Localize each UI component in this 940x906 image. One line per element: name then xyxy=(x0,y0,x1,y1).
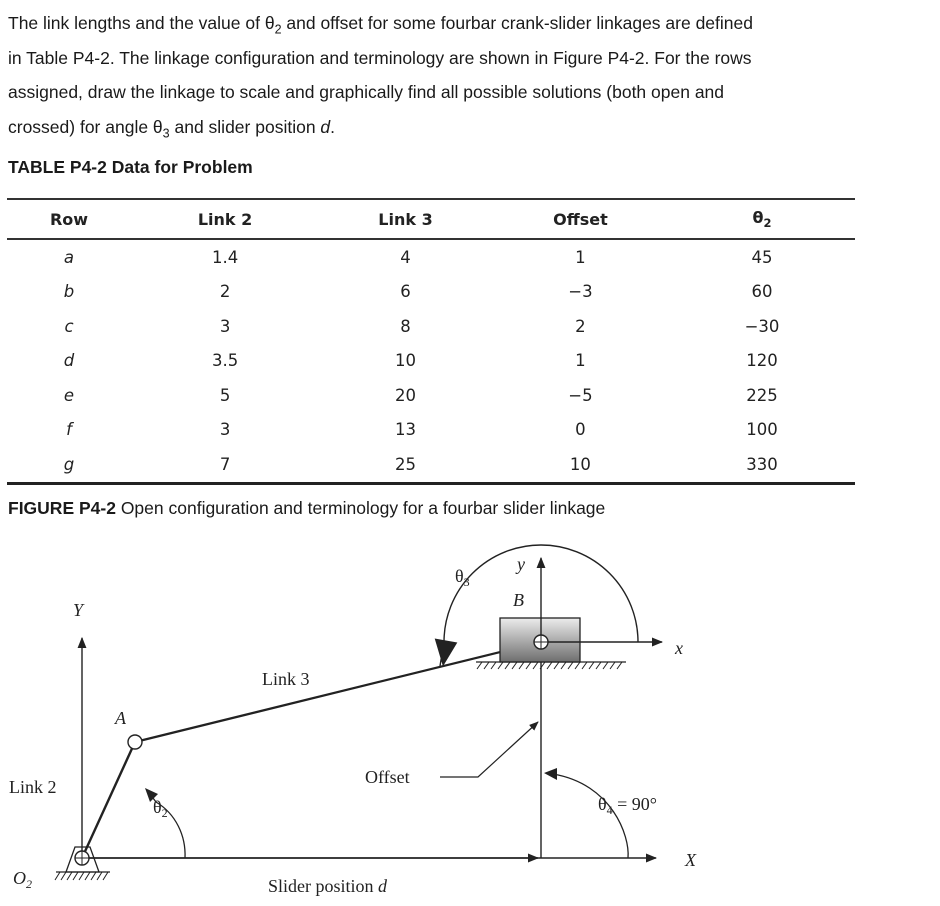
cell-link2: 3 xyxy=(219,420,231,440)
cell-offset: 1 xyxy=(575,351,586,371)
cell-link3: 4 xyxy=(400,247,411,267)
label-link3: Link 3 xyxy=(262,669,310,689)
label-x-global: X xyxy=(685,850,696,870)
figure-caption: FIGURE P4-2 Open configuration and terminology for a fourbar slider linkage xyxy=(8,498,606,518)
header-offset: Offset xyxy=(492,199,669,239)
label-theta3: $\theta_3$ xyxy=(455,566,470,589)
slider-ground xyxy=(476,662,626,669)
cell-theta2: 60 xyxy=(751,282,773,302)
cell-link3: 10 xyxy=(395,351,417,371)
cell-row: a xyxy=(63,247,75,267)
cell-link2: 7 xyxy=(131,447,319,483)
label-link2: Link 2 xyxy=(9,777,57,797)
cell-link2: 3.5 xyxy=(211,351,239,371)
label-y-global: Y xyxy=(73,600,84,620)
cell-link3: 20 xyxy=(395,385,417,405)
label-y-local: y xyxy=(517,554,525,574)
cell-row: g xyxy=(7,447,131,483)
label-theta4: $\theta_4 = 90^\circ$ xyxy=(598,794,657,817)
header-link2: Link 2 xyxy=(131,199,319,239)
table-header-row xyxy=(7,199,855,239)
cell-theta2: 100 xyxy=(746,420,778,440)
cell-link2: 2 xyxy=(219,282,231,302)
cell-theta2: 225 xyxy=(746,385,778,405)
cell-link3: 13 xyxy=(395,420,417,440)
cell-theta2: 330 xyxy=(669,447,855,483)
cell-row: c xyxy=(64,316,74,336)
cell-row: d xyxy=(63,351,75,371)
header-link3: Link 3 xyxy=(319,199,492,239)
link-3 xyxy=(135,642,541,742)
table-row xyxy=(7,413,855,448)
table-caption: TABLE P4-2 Data for Problem xyxy=(8,157,253,177)
header-theta2: $\theta_2$ xyxy=(669,199,855,239)
header-row: Row xyxy=(7,199,131,239)
label-slider-position: Slider position d xyxy=(268,876,388,896)
theta4-arrowhead xyxy=(544,768,557,780)
link-2 xyxy=(82,742,135,858)
cell-row: e xyxy=(63,385,75,405)
cell-offset: 10 xyxy=(492,447,669,483)
label-b: B xyxy=(513,590,524,610)
label-o2: $O_2$ xyxy=(13,868,32,891)
table-row xyxy=(7,447,855,483)
label-a: A xyxy=(115,708,126,728)
theta4-arc xyxy=(553,774,628,858)
table-row xyxy=(7,275,855,310)
cell-offset: 1 xyxy=(575,247,586,267)
table-row xyxy=(7,378,855,413)
cell-link3: 25 xyxy=(319,447,492,483)
table-row xyxy=(7,344,855,379)
table-row xyxy=(7,239,855,275)
label-theta2: $\theta_2$ xyxy=(153,797,168,820)
data-table xyxy=(7,198,855,485)
cell-offset: −5 xyxy=(568,385,593,405)
cell-theta2: 45 xyxy=(751,247,773,267)
cell-link2: 1.4 xyxy=(211,247,239,267)
offset-leader xyxy=(440,722,538,777)
cell-link2: 3 xyxy=(219,316,231,336)
table-row xyxy=(7,309,855,344)
cell-row: f xyxy=(66,420,72,440)
problem-statement: The link lengths and the value of $\theta_2$ and offset for some fourbar crank-slider linkages are defined in Table P4-2. The linkage configuration and terminology are shown in Figure P4-2. For the rows assigned, draw the linkage to scale and graphically find all possible solutions (both open and crossed) for angle $\theta_3$ and slider position d. xyxy=(8,13,753,140)
cell-link3: 8 xyxy=(400,316,411,336)
linkage-diagram xyxy=(0,540,940,906)
pin-a xyxy=(128,735,142,749)
cell-theta2: 120 xyxy=(746,351,778,371)
cell-offset: 2 xyxy=(575,316,586,336)
cell-link2: 5 xyxy=(219,385,231,405)
cell-link3: 6 xyxy=(400,282,411,302)
cell-theta2: −30 xyxy=(744,316,780,336)
label-x-local: x xyxy=(675,638,683,658)
cell-row: b xyxy=(63,282,75,302)
cell-offset: −3 xyxy=(568,282,593,302)
label-offset: Offset xyxy=(365,767,410,787)
cell-offset: 0 xyxy=(575,420,586,440)
